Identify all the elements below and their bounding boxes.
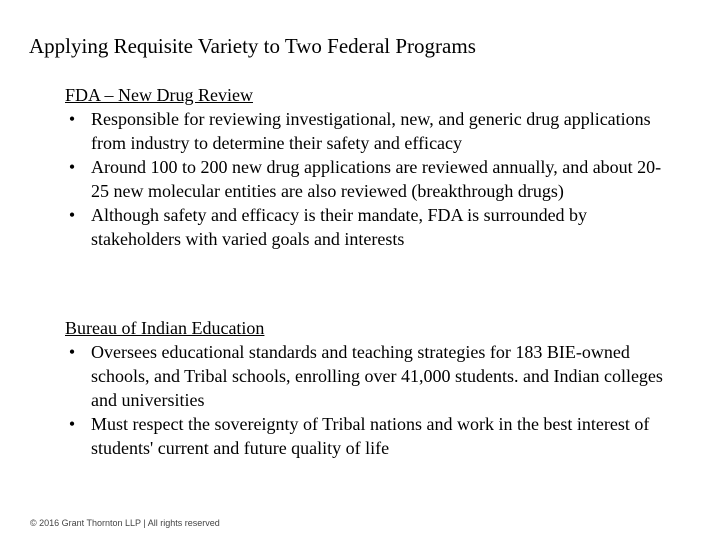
section-heading: Bureau of Indian Education xyxy=(65,318,265,338)
section-fda xyxy=(65,83,665,251)
bullet-list xyxy=(65,340,665,460)
bullet-icon: • xyxy=(68,414,76,434)
bullet-icon: • xyxy=(68,205,76,225)
bullet-icon: • xyxy=(68,342,76,362)
slide-title: Applying Requisite Variety to Two Federal Programs xyxy=(29,34,476,58)
list-item xyxy=(65,203,665,251)
bullet-text: Although safety and efficacy is their mandate, FDA is surrounded by stakeholders with varied goals and interests xyxy=(91,205,588,249)
section-heading: FDA – New Drug Review xyxy=(65,85,253,105)
bullet-icon: • xyxy=(68,157,76,177)
bullet-text: Responsible for reviewing investigational, new, and generic drug applications from industry to determine their safety and efficacy xyxy=(91,109,651,153)
bullet-text: Must respect the sovereignty of Tribal nations and work in the best interest of students' current and future quality of life xyxy=(91,414,650,458)
bullet-text: Oversees educational standards and teaching strategies for 183 BIE-owned schools, and Tribal schools, enrolling over 41,000 students. and Indian colleges and universities xyxy=(91,342,663,410)
bullet-text: Around 100 to 200 new drug applications are reviewed annually, and about 20-25 new molecular entities are also reviewed (breakthrough drugs) xyxy=(91,157,662,201)
list-item xyxy=(65,340,665,412)
section-bie xyxy=(65,316,665,460)
bullet-list xyxy=(65,107,665,251)
footer-copyright: © 2016 Grant Thornton LLP | All rights reserved xyxy=(30,518,220,528)
list-item xyxy=(65,155,665,203)
list-item xyxy=(65,412,665,460)
list-item xyxy=(65,107,665,155)
bullet-icon: • xyxy=(68,109,76,129)
